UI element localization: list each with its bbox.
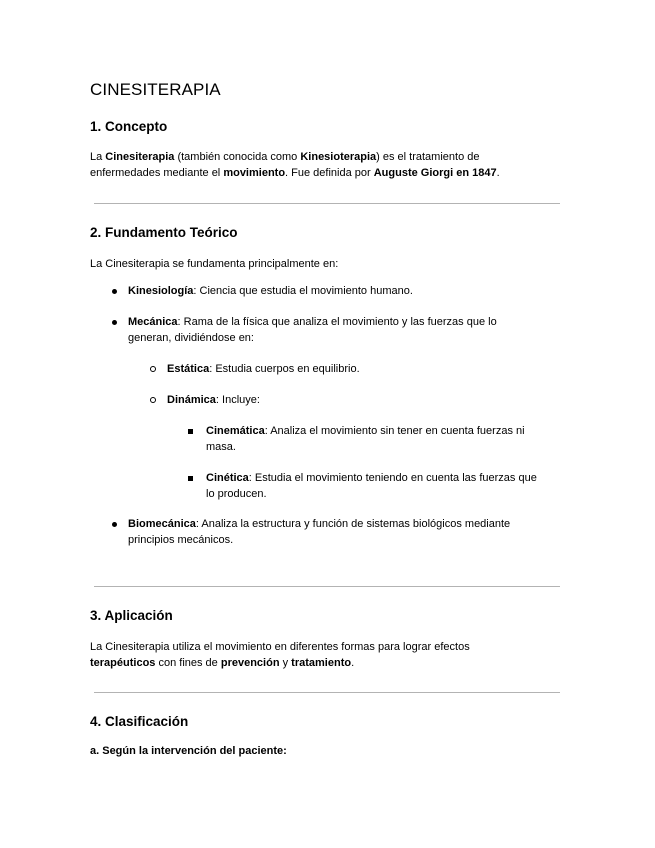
section-divider — [94, 692, 560, 693]
list-item-mecanica: Mecánica: Rama de la física que analiza el movimiento y las fuerzas que lo generan, dividiéndose en: — [128, 316, 497, 344]
bullet-disc-icon — [112, 522, 117, 527]
list-item-cinetica: Cinética: Estudia el movimiento teniendo en cuenta las fuerzas que lo producen. — [206, 472, 537, 500]
section-heading-aplicacion: 3. Aplicación — [90, 608, 173, 623]
section-divider — [94, 203, 560, 204]
list-item-cinematica: Cinemática: Analiza el movimiento sin tener en cuenta fuerzas ni masa. — [206, 425, 525, 453]
bullet-disc-icon — [112, 320, 117, 325]
bullet-disc-icon — [112, 289, 117, 294]
subsection-heading-intervencion: a. Según la intervención del paciente: — [90, 745, 287, 757]
bullet-square-icon — [188, 476, 193, 481]
section-heading-clasificacion: 4. Clasificación — [90, 714, 189, 729]
bullet-square-icon — [188, 429, 193, 434]
concepto-paragraph: La Cinesiterapia (también conocida como Kinesioterapia) es el tratamiento de enfermedades mediante el movimiento. Fue definida por Auguste Giorgi en 1847. — [90, 151, 500, 179]
aplicacion-paragraph: La Cinesiterapia utiliza el movimiento en diferentes formas para lograr efectos terapéuticos con fines de prevención y tratamiento. — [90, 641, 470, 669]
list-item-estatica: Estática: Estudia cuerpos en equilibrio. — [167, 363, 360, 375]
list-item-dinamica: Dinámica: Incluye: — [167, 394, 260, 406]
fundamento-intro: La Cinesiterapia se fundamenta principalmente en: — [90, 258, 339, 270]
list-item-kinesiologia: Kinesiología: Ciencia que estudia el movimiento humano. — [128, 285, 413, 297]
bullet-circle-icon — [150, 397, 156, 403]
list-item-biomecanica: Biomecánica: Analiza la estructura y función de sistemas biológicos mediante principios mecánicos. — [128, 518, 511, 546]
section-heading-concepto: 1. Concepto — [90, 119, 168, 134]
document-title: CINESITERAPIA — [90, 80, 221, 99]
bullet-circle-icon — [150, 366, 156, 372]
section-divider — [94, 586, 560, 587]
section-heading-fundamento: 2. Fundamento Teórico — [90, 225, 238, 240]
